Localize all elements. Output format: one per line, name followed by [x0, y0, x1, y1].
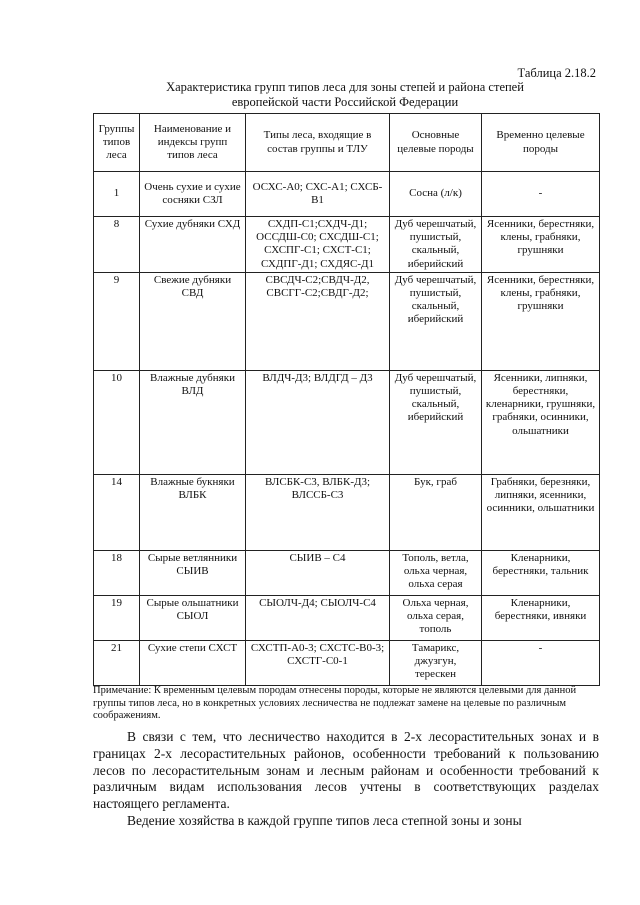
- note-label: Примечание:: [93, 685, 152, 696]
- table-number: Таблица 2.18.2: [517, 66, 596, 80]
- table-title: [90, 80, 600, 110]
- cell-temp-species: -: [482, 640, 600, 685]
- cell-temp-species: Ясенники, берестняки, клены, грабняки, грушняки: [482, 217, 600, 273]
- cell-group-name: Сырые ветлянники СЫИВ: [140, 550, 246, 595]
- table-row: [94, 550, 600, 595]
- cell-temp-species: Ясенники, берестняки, клены, грабняки, грушняки: [482, 272, 600, 370]
- table-row: [94, 172, 600, 217]
- body-text: [93, 729, 599, 830]
- cell-forest-types: ВЛДЧ-Д3; ВЛДГД – Д3: [246, 370, 390, 474]
- cell-forest-types: СВСДЧ-С2;СВДЧ-Д2, СВСГГ-С2;СВДГ-Д2;: [246, 272, 390, 370]
- cell-group-name: Влажные дубняки ВЛД: [140, 370, 246, 474]
- header-temp-species: Временно целевые породы: [482, 114, 600, 172]
- cell-group-name: Влажные букняки ВЛБК: [140, 474, 246, 550]
- cell-forest-types: СЫОЛЧ-Д4; СЫОЛЧ-С4: [246, 595, 390, 640]
- cell-forest-types: СХДП-С1;СХДЧ-Д1; ОССДШ-С0; СХСДШ-С1; СХСПГ-С1; СХСТ-С1; СХДПГ-Д1; СХДЯС-Д1: [246, 217, 390, 273]
- cell-group-name: Сухие дубняки СХД: [140, 217, 246, 273]
- table-note: [93, 685, 599, 723]
- cell-group-name: Сырые ольшатники СЫОЛ: [140, 595, 246, 640]
- cell-group-id: 1: [94, 172, 140, 217]
- cell-main-species: Дуб черешчатый, пушистый, скальный, иберийский: [390, 272, 482, 370]
- cell-group-name: Свежие дубняки СВД: [140, 272, 246, 370]
- table-row: [94, 272, 600, 370]
- cell-forest-types: СЫИВ – С4: [246, 550, 390, 595]
- note-text: К временным целевым породам отнесены породы, которые не являются целевыми для данной группы типов леса, но в конкретных условиях лесничества не подлежат замене на целевые по различным соображениям.: [93, 685, 577, 722]
- cell-temp-species: Ясенники, липняки, берестняки, кленарники, грушняки, грабняки, осинники, ольшатники: [482, 370, 600, 474]
- title-line-2: европейской части Российской Федерации: [231, 95, 459, 109]
- cell-group-name: Сухие степи СХСТ: [140, 640, 246, 685]
- header-name: Наименование и индексы групп типов леса: [140, 114, 246, 172]
- forest-types-table: [93, 113, 600, 686]
- table-row: [94, 595, 600, 640]
- cell-group-id: 19: [94, 595, 140, 640]
- cell-group-id: 10: [94, 370, 140, 474]
- header-main-species: Основные целевые породы: [390, 114, 482, 172]
- cell-group-id: 21: [94, 640, 140, 685]
- cell-group-id: 14: [94, 474, 140, 550]
- header-types: Типы леса, входящие в состав группы и ТЛУ: [246, 114, 390, 172]
- table-row: [94, 474, 600, 550]
- cell-main-species: Тамарикс, джузгун, терескен: [390, 640, 482, 685]
- title-line-1: Характеристика групп типов леса для зоны степей и района степей: [166, 80, 524, 94]
- cell-group-id: 8: [94, 217, 140, 273]
- table-row: [94, 640, 600, 685]
- cell-temp-species: Кленарники, берестняки, ивняки: [482, 595, 600, 640]
- cell-forest-types: СХСТП-А0-3; СХСТС-В0-3; СХСТГ-С0-1: [246, 640, 390, 685]
- cell-main-species: Ольха черная, ольха серая, тополь: [390, 595, 482, 640]
- cell-main-species: Дуб черешчатый, пушистый, скальный, иберийский: [390, 370, 482, 474]
- cell-forest-types: ОСХС-А0; СХС-А1; СХСБ-В1: [246, 172, 390, 217]
- cell-main-species: Дуб черешчатый, пушистый, скальный, иберийский: [390, 217, 482, 273]
- paragraph: Ведение хозяйства в каждой группе типов леса степной зоны и зоны: [127, 812, 522, 828]
- cell-group-id: 18: [94, 550, 140, 595]
- cell-group-id: 9: [94, 272, 140, 370]
- paragraph: В связи с тем, что лесничество находится в 2-х лесорастительных зонах и в границах 2-х лесорастительных районов, особенности требований к пользованию лесов по лесорастительным зонам и лесным районам и особенности требований к различным видам использования лесов учтены в соответствующих разделах настоящего регламента.: [93, 729, 599, 812]
- cell-temp-species: Грабняки, березняки, липняки, ясенники, осинники, ольшатники: [482, 474, 600, 550]
- cell-temp-species: -: [482, 172, 600, 217]
- cell-main-species: Бук, граб: [390, 474, 482, 550]
- cell-group-name: Очень сухие и сухие сосняки СЗЛ: [140, 172, 246, 217]
- header-group: Группы типов леса: [94, 114, 140, 172]
- cell-forest-types: ВЛСБК-С3, ВЛБК-Д3; ВЛССБ-С3: [246, 474, 390, 550]
- cell-temp-species: Кленарники, берестняки, тальник: [482, 550, 600, 595]
- table-row: [94, 217, 600, 273]
- cell-main-species: Тополь, ветла, ольха черная, ольха серая: [390, 550, 482, 595]
- table-header-row: [94, 114, 600, 172]
- table-row: [94, 370, 600, 474]
- cell-main-species: Сосна (л/к): [390, 172, 482, 217]
